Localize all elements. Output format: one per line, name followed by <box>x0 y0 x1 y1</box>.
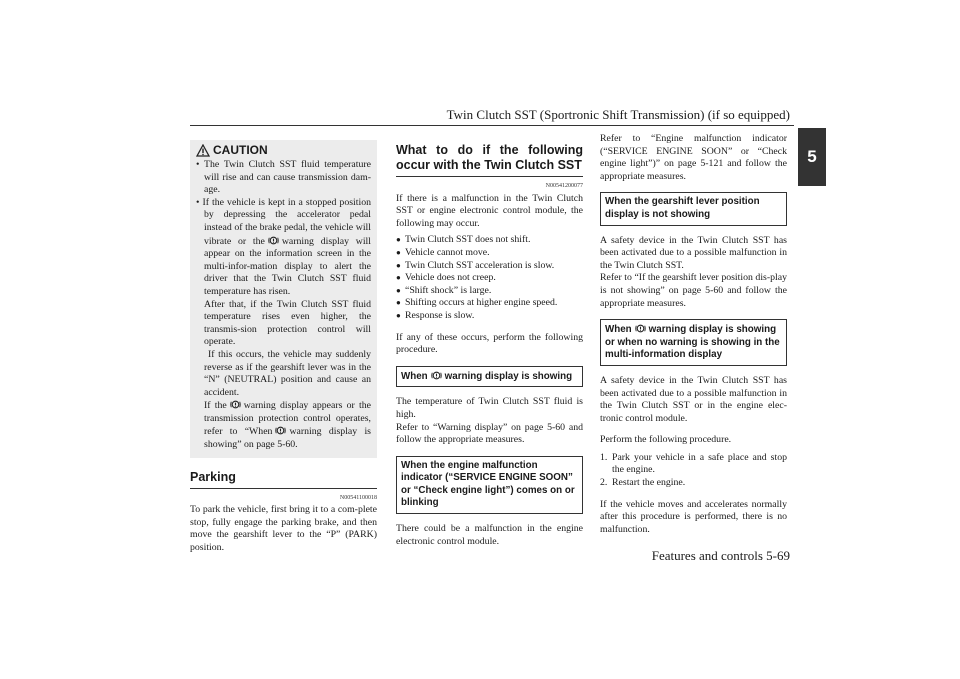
gear-warning-icon <box>268 235 279 246</box>
list-item: ● Vehicle cannot move. <box>396 247 583 260</box>
caution-showing: warning display is showing” on page 5-60. <box>204 426 371 451</box>
parking-code: N00541100018 <box>339 494 377 501</box>
column-1 <box>190 140 377 555</box>
parking-heading: Parking <box>190 469 236 484</box>
parking-rule <box>190 488 377 489</box>
list-item: 2. Restart the engine. <box>600 477 686 489</box>
gear-warning-icon <box>635 323 646 334</box>
warning-triangle-icon <box>196 144 210 157</box>
subhead-when: When <box>605 324 632 336</box>
caution-bullet-1: • The Twin Clutch SST fluid temperature will rise and can cause transmission dam-age. <box>196 159 372 196</box>
subhead-warning-display <box>396 366 583 388</box>
gear-warning-icon <box>230 399 241 410</box>
refer-gearshift-text: Refer to “If the gearshift lever position dis-play is not showing” on page 5-60 and follow the appropriate measures. <box>600 272 787 309</box>
list-item: ● Response is slow. <box>396 310 583 323</box>
end-text: If the vehicle moves and accelerates normally after this procedure is performed, there is no malfunction. <box>600 498 787 535</box>
intro-text: If there is a malfunction in the Twin Clutch SST or engine electronic control module, the following may occur. <box>396 192 583 229</box>
perform-procedure-text: Perform the following procedure. <box>600 434 732 446</box>
temp-text: The temperature of Twin Clutch SST fluid is high. <box>396 396 583 420</box>
caution-bullet-1-text: The Twin Clutch SST fluid temperature will rise and can cause transmission dam-age. <box>204 159 372 196</box>
list-item: ● “Shift shock” is large. <box>396 285 583 298</box>
step-text: Restart the engine. <box>612 477 686 489</box>
caution-bullet-2: • If the vehicle is kept in a stopped position by depressing the accelerator pedal instead of the brake pedal, the vehicle will vibrate or the warning display will appear on the information screen in the multi-infor-mation display to alert the driver that the Twin Clutch SST fluid temperature has risen. <box>196 196 371 297</box>
subhead-engine-indicator: When the engine malfunction indicator (“SERVICE ENGINE SOON” or “Check engine light”) comes on or blinking <box>396 456 583 514</box>
section-code: N00541200077 <box>545 183 583 189</box>
list-item: ● Vehicle does not creep. <box>396 272 583 285</box>
step-text: Park your vehicle in a safe place and stop the engine. <box>612 451 787 476</box>
column-3 <box>600 133 787 536</box>
safety-text-2: A safety device in the Twin Clutch SST has been activated due to a possible malfunction in the Twin Clutch SST or in the engine elec-tronic control module. <box>600 374 787 424</box>
caution-bullet-2a: If the vehicle is kept in a stopped position by depressing the accelerator pedal instead of the brake pedal, the vehicle will vibrate or the <box>202 196 371 247</box>
caution-refer <box>196 399 371 451</box>
caution-title <box>196 144 371 157</box>
procedure-list <box>600 452 787 490</box>
section-heading: What to do if the following occur with the Twin Clutch SST <box>396 143 583 172</box>
list-item: ● Twin Clutch SST acceleration is slow. <box>396 260 583 273</box>
list-item: ● Shifting occurs at higher engine speed. <box>396 297 583 310</box>
column-2 <box>396 143 583 548</box>
header-rule <box>190 125 794 126</box>
refer-engine-text: Refer to “Engine malfunction indicator (“SERVICE ENGINE SOON” or “Check engine light”)” on page 5-121 and follow the appropriate measures. <box>600 133 787 182</box>
subhead-when: When <box>401 370 428 382</box>
subhead-rest: warning display is showing <box>444 370 573 382</box>
subhead-no-warning <box>600 319 787 366</box>
caution-if-the: If the <box>204 400 227 412</box>
refer-text: Refer to “Warning display” on page 5-60 and follow the appropriate measures. <box>396 421 583 446</box>
caution-appears: warning display appears or the transmission protection control operates, refer to “When <box>204 400 371 438</box>
subhead-gearshift-display: When the gearshift lever position display is not showing <box>600 192 787 225</box>
symptom-list <box>396 234 583 322</box>
caution-bullet-2b: warning display will appear on the information screen in the multi-infor-mation display to alert the driver that the Twin Clutch SST fluid temperature has risen. <box>204 235 371 297</box>
list-item: ● Twin Clutch SST does not shift. <box>396 234 583 247</box>
chapter-tab: 5 <box>798 128 826 186</box>
gear-warning-icon <box>275 425 286 436</box>
parking-text: To park the vehicle, first bring it to a com-plete stop, fully engage the parking brake, and then move the gearshift lever to the “P” (PARK) position. <box>190 504 377 554</box>
perform-text: If any of these occurs, perform the following procedure. <box>396 331 583 356</box>
running-title: Twin Clutch SST (Sportronic Shift Transmission) (if so equipped) <box>446 107 790 122</box>
caution-occurs: If this occurs, the vehicle may suddenly reverse as if the gearshift lever was in the “N” (NEUTRAL) position and cause an accident. <box>204 348 371 398</box>
caution-after: After that, if the Twin Clutch SST fluid temperature rises even higher, the transmis-sion protection control will operate. <box>204 298 371 348</box>
malfunction-text: There could be a malfunction in the engine electronic control module. <box>396 523 583 547</box>
gear-warning-icon <box>431 370 442 381</box>
list-item: 1. Park your vehicle in a safe place and stop the engine. <box>600 451 787 476</box>
subhead-rest: warning display is showing or when no warning is showing in the multi-information display <box>605 324 780 361</box>
caution-box <box>190 140 377 458</box>
safety-text-1: A safety device in the Twin Clutch SST has been activated due to a possible malfunction in the Twin Clutch SST. <box>600 234 787 271</box>
page-footer: Features and controls 5-69 <box>651 548 790 563</box>
section-rule <box>396 176 583 177</box>
caution-label: CAUTION <box>213 143 268 158</box>
